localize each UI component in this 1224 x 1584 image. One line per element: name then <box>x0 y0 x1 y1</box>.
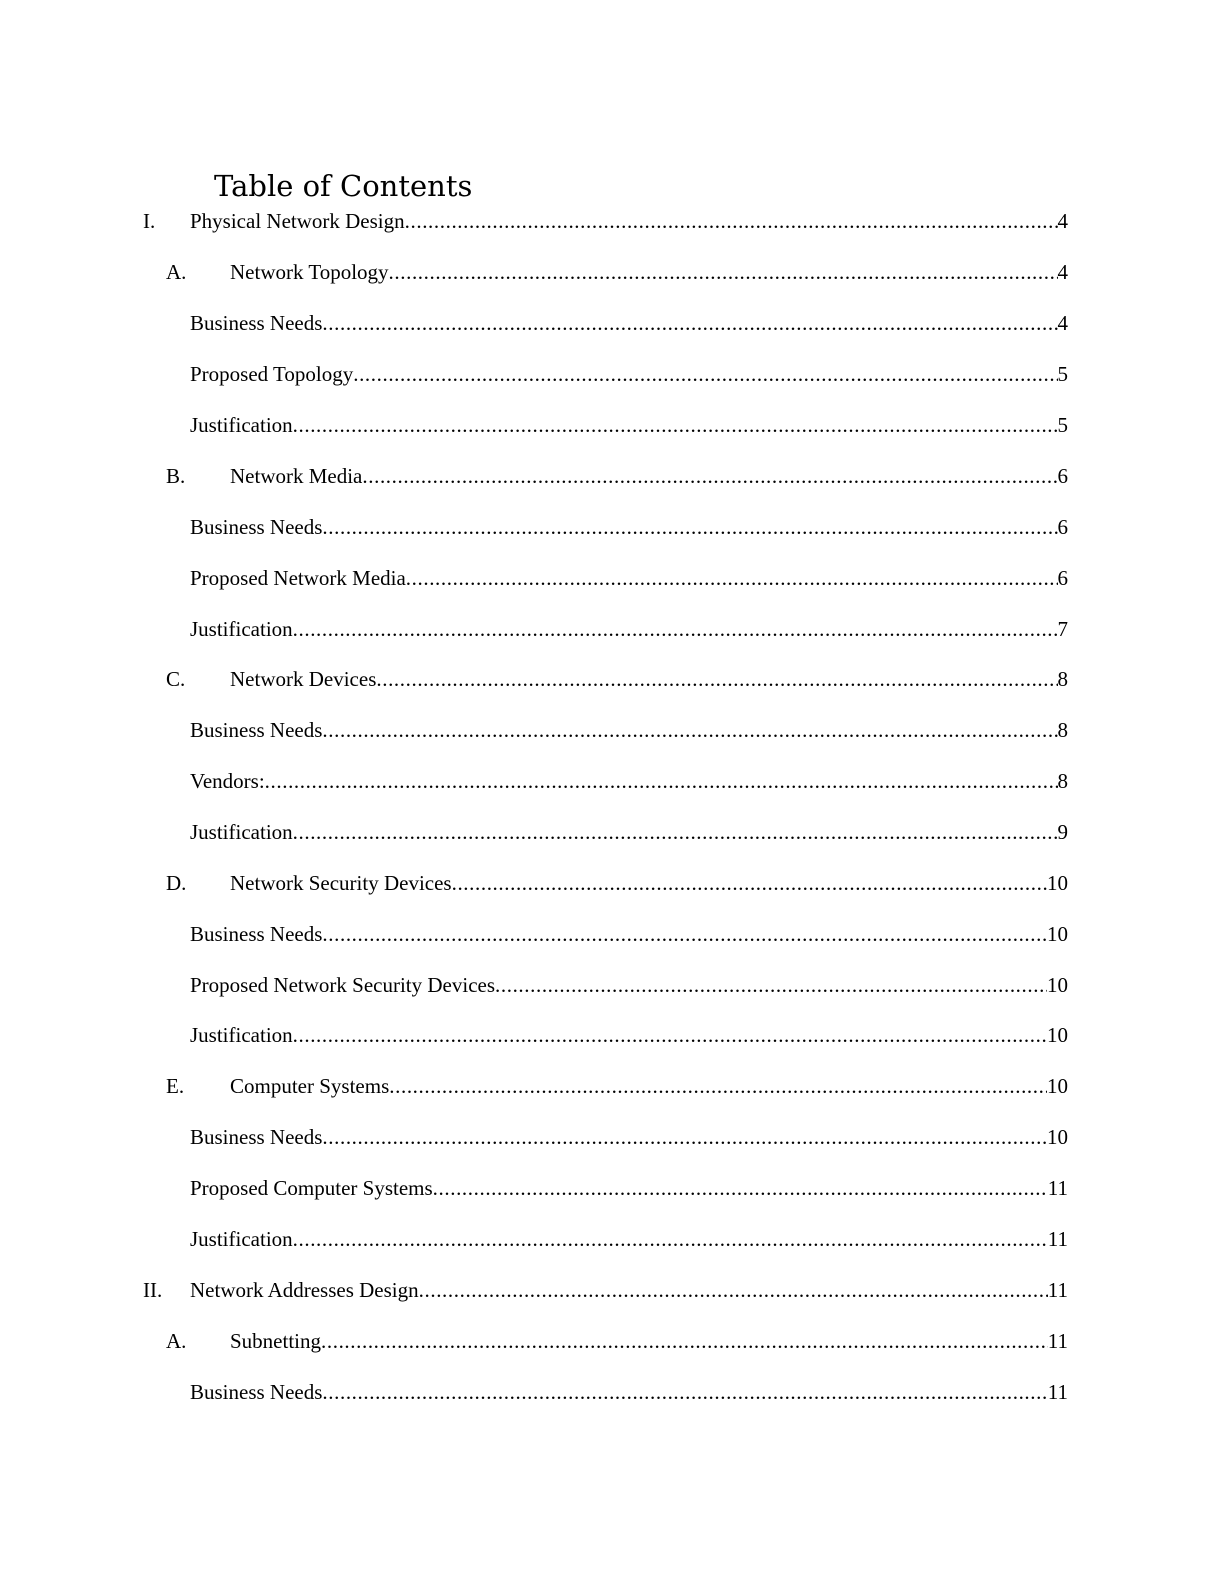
toc-entry[interactable] <box>0 715 1224 745</box>
toc-entry[interactable] <box>0 512 1224 542</box>
dot-leader <box>389 1071 1047 1101</box>
toc-entry[interactable] <box>0 461 1224 491</box>
toc-entry-leader <box>190 919 1068 949</box>
toc-entry-leader <box>190 206 1068 236</box>
dot-leader <box>293 614 1058 644</box>
toc-entry-page: 5 <box>1057 362 1068 386</box>
toc-entry-number: A. <box>166 260 187 284</box>
toc-entry-label: Network Devices <box>230 667 377 691</box>
dot-leader <box>322 512 1057 542</box>
toc-entry-page: 5 <box>1057 413 1068 437</box>
toc-entry[interactable] <box>0 1224 1224 1254</box>
toc-entry-leader <box>190 410 1068 440</box>
dot-leader <box>452 868 1047 898</box>
toc-entry-leader <box>190 1224 1068 1254</box>
toc-entry-label: Business Needs <box>190 922 323 946</box>
toc-entry-page: 8 <box>1057 718 1068 742</box>
toc-entry-page: 4 <box>1057 311 1068 335</box>
dot-leader <box>322 715 1057 745</box>
toc-entry-label: Network Addresses Design <box>190 1278 419 1302</box>
toc-entry-page: 11 <box>1047 1380 1068 1404</box>
dot-leader <box>406 563 1058 593</box>
dot-leader <box>353 359 1057 389</box>
toc-entry-leader <box>190 1275 1068 1305</box>
toc-entry[interactable] <box>0 257 1224 287</box>
dot-leader <box>293 1020 1047 1050</box>
toc-entry-leader <box>190 614 1068 644</box>
toc-entry-page: 10 <box>1047 1074 1068 1098</box>
toc-entry-page: 10 <box>1047 922 1068 946</box>
toc-entry[interactable] <box>0 1326 1224 1356</box>
toc-entry-page: 11 <box>1047 1176 1068 1200</box>
toc-entry[interactable] <box>0 1275 1224 1305</box>
toc-entry-label: Justification <box>190 820 293 844</box>
toc-entry-page: 10 <box>1047 1023 1068 1047</box>
dot-leader <box>495 970 1047 1000</box>
toc-entry[interactable] <box>0 817 1224 847</box>
toc-entry[interactable] <box>0 1071 1224 1101</box>
toc-entry-page: 6 <box>1057 566 1068 590</box>
toc-entry-label: Proposed Topology <box>190 362 354 386</box>
toc-entry[interactable] <box>0 919 1224 949</box>
toc-entry-label: Justification <box>190 1227 293 1251</box>
toc-entry-label: Network Topology <box>230 260 389 284</box>
toc-entry-leader <box>230 868 1068 898</box>
toc-entry-leader <box>190 1020 1068 1050</box>
dot-leader <box>433 1173 1048 1203</box>
toc-entry-leader <box>190 970 1068 1000</box>
toc-entry-page: 11 <box>1047 1329 1068 1353</box>
toc-entry-label: Business Needs <box>190 515 323 539</box>
dot-leader <box>293 817 1058 847</box>
toc-entry-page: 4 <box>1057 260 1068 284</box>
toc-entry[interactable] <box>0 664 1224 694</box>
toc-entry[interactable] <box>0 206 1224 236</box>
toc-entry-label: Computer Systems <box>230 1074 390 1098</box>
toc-entry-label: Physical Network Design <box>190 209 405 233</box>
toc-entry-label: Justification <box>190 617 293 641</box>
toc-entry-number: D. <box>166 871 187 895</box>
toc-entry-number: A. <box>166 1329 187 1353</box>
dot-leader <box>293 1224 1048 1254</box>
toc-entry-label: Network Media <box>230 464 363 488</box>
toc-entry-leader <box>230 1071 1068 1101</box>
toc-entry-label: Proposed Network Media <box>190 566 406 590</box>
dot-leader <box>376 664 1057 694</box>
toc-entry-number: I. <box>143 209 156 233</box>
toc-entry-label: Business Needs <box>190 718 323 742</box>
toc-entry-number: B. <box>166 464 186 488</box>
toc-entry-page: 6 <box>1057 515 1068 539</box>
toc-entry[interactable] <box>0 410 1224 440</box>
toc-entry-leader <box>190 1377 1068 1407</box>
toc-entry[interactable] <box>0 1173 1224 1203</box>
toc-entry[interactable] <box>0 1122 1224 1152</box>
dot-leader <box>389 257 1058 287</box>
toc-entry-page: 9 <box>1057 820 1068 844</box>
dot-leader <box>405 206 1058 236</box>
toc-entry-label: Business Needs <box>190 1125 323 1149</box>
toc-entry-page: 7 <box>1057 617 1068 641</box>
toc-entry[interactable] <box>0 563 1224 593</box>
toc-entry-leader <box>190 308 1068 338</box>
toc-entry-label: Subnetting <box>230 1329 322 1353</box>
toc-entry-leader <box>190 1173 1068 1203</box>
toc-entry-label: Proposed Computer Systems <box>190 1176 433 1200</box>
toc-entry-leader <box>230 461 1068 491</box>
toc-entry[interactable] <box>0 614 1224 644</box>
dot-leader <box>362 461 1057 491</box>
toc-entry[interactable] <box>0 1377 1224 1407</box>
toc-entry-label: Business Needs <box>190 311 323 335</box>
toc-entry-label: Proposed Network Security Devices <box>190 973 496 997</box>
toc-entry-leader <box>190 715 1068 745</box>
toc-entry[interactable] <box>0 766 1224 796</box>
toc-entry-label: Justification <box>190 1023 293 1047</box>
toc-entry-page: 10 <box>1047 973 1068 997</box>
toc-entry[interactable] <box>0 308 1224 338</box>
toc-entry-leader <box>190 359 1068 389</box>
toc-entry[interactable] <box>0 359 1224 389</box>
toc-entry-page: 4 <box>1057 209 1068 233</box>
toc-entry-page: 10 <box>1047 871 1068 895</box>
dot-leader <box>293 410 1058 440</box>
toc-entry[interactable] <box>0 970 1224 1000</box>
toc-entry-page: 8 <box>1057 667 1068 691</box>
toc-entry-page: 11 <box>1047 1278 1068 1302</box>
toc-entry-leader <box>190 817 1068 847</box>
dot-leader <box>322 1122 1047 1152</box>
toc-entry-number: E. <box>166 1074 185 1098</box>
toc-title: Table of Contents <box>214 169 473 203</box>
toc-entry-page: 6 <box>1057 464 1068 488</box>
toc-entry-leader <box>190 1122 1068 1152</box>
toc-entry-page: 10 <box>1047 1125 1068 1149</box>
toc-entry-page: 11 <box>1047 1227 1068 1251</box>
dot-leader <box>265 766 1058 796</box>
toc-entry-label: Vendors: <box>190 769 265 793</box>
toc-entry[interactable] <box>0 868 1224 898</box>
toc-entry-page: 8 <box>1057 769 1068 793</box>
toc-entry-leader <box>230 664 1068 694</box>
toc-entry-label: Justification <box>190 413 293 437</box>
toc-entry-leader <box>230 257 1068 287</box>
toc-entry-number: II. <box>143 1278 163 1302</box>
toc-entry-leader <box>190 512 1068 542</box>
toc-entry-label: Network Security Devices <box>230 871 452 895</box>
toc-entry-leader <box>190 766 1068 796</box>
dot-leader <box>321 1326 1048 1356</box>
toc-entry-label: Business Needs <box>190 1380 323 1404</box>
dot-leader <box>322 1377 1047 1407</box>
toc-entry-leader <box>230 1326 1068 1356</box>
toc-entry-number: C. <box>166 667 186 691</box>
dot-leader <box>419 1275 1048 1305</box>
dot-leader <box>322 308 1057 338</box>
toc-entry[interactable] <box>0 1020 1224 1050</box>
dot-leader <box>322 919 1047 949</box>
toc-entry-leader <box>190 563 1068 593</box>
